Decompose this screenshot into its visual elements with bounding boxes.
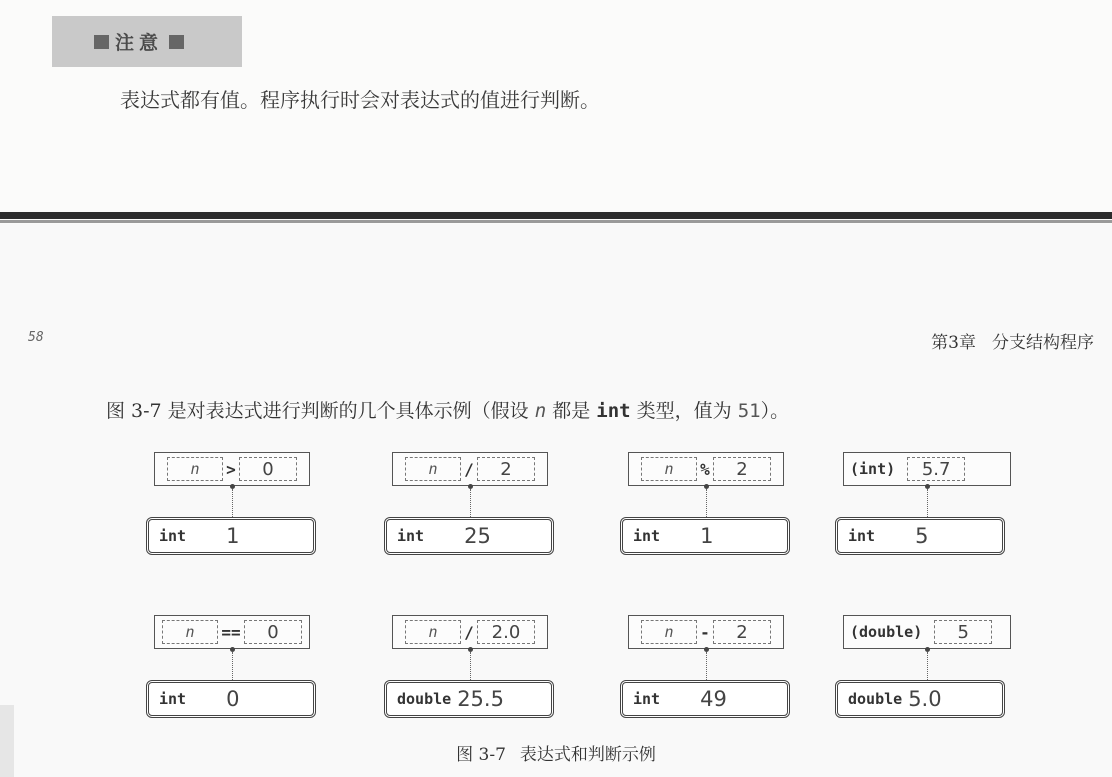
- result-value: 0: [226, 687, 240, 711]
- connector-line: [470, 489, 471, 517]
- result-box: [835, 517, 1005, 555]
- connector-line: [927, 652, 928, 680]
- expression-box: [628, 452, 784, 486]
- result-value: 1: [700, 524, 714, 548]
- chapter-number: 第3章: [931, 333, 976, 353]
- result-value: 1: [226, 524, 240, 548]
- right-operand-box: 0: [239, 457, 297, 481]
- result-value: 25.5: [457, 687, 504, 711]
- cast-operand-box: 5.7: [907, 457, 965, 481]
- expression-box: [154, 615, 310, 649]
- connector-line: [232, 489, 233, 517]
- operator: -: [700, 622, 710, 642]
- note-label: [52, 16, 242, 67]
- intro-text: ）。: [760, 400, 790, 422]
- expression-box: [392, 452, 548, 486]
- intro-text: 都是: [546, 400, 597, 422]
- result-type: int: [159, 527, 187, 545]
- result-type: int: [397, 527, 425, 545]
- right-operand-box: 2: [713, 620, 771, 644]
- result-type: int: [633, 690, 661, 708]
- caption-text: 表达式和判断示例: [519, 745, 656, 765]
- left-operand-box: n: [405, 457, 461, 481]
- square-bullet-icon: [94, 35, 109, 49]
- chapter-title: 分支结构程序: [992, 333, 1094, 353]
- left-operand-box: n: [167, 457, 223, 481]
- left-operand-box: n: [162, 620, 218, 644]
- result-box: [146, 680, 316, 718]
- cast-operand-box: 5: [934, 620, 992, 644]
- right-operand-box: 2.0: [477, 620, 535, 644]
- page-divider-shadow: [0, 220, 1112, 223]
- connector-line: [706, 489, 707, 517]
- result-type: double: [848, 690, 903, 708]
- running-header: [931, 328, 1094, 353]
- intro-variable: n: [534, 400, 547, 422]
- left-operand-box: n: [641, 620, 697, 644]
- expression-box: [843, 615, 1011, 649]
- connector-line: [927, 489, 928, 517]
- right-operand-box: 0: [244, 620, 302, 644]
- result-box: [146, 517, 316, 555]
- caption-label: 图 3-7: [456, 745, 506, 765]
- result-type: int: [848, 527, 876, 545]
- result-type: double: [397, 690, 452, 708]
- right-operand-box: 2: [713, 457, 771, 481]
- operator: /: [464, 459, 474, 479]
- expression-box: [843, 452, 1011, 486]
- cast-operator: (double): [850, 623, 923, 641]
- result-type: int: [633, 527, 661, 545]
- result-value: 5: [915, 524, 929, 548]
- result-box: [835, 680, 1005, 718]
- operator: ==: [221, 622, 241, 642]
- connector-line: [470, 652, 471, 680]
- page-divider: [0, 212, 1112, 219]
- result-box: [384, 680, 554, 718]
- page-number: 58: [28, 330, 44, 345]
- expression-box: [392, 615, 548, 649]
- result-value: 5.0: [908, 687, 942, 711]
- result-box: [620, 680, 790, 718]
- expression-box: [154, 452, 310, 486]
- expression-box: [628, 615, 784, 649]
- result-value: 49: [700, 687, 727, 711]
- note-title: 注意: [115, 32, 164, 54]
- result-box: [384, 517, 554, 555]
- operator: /: [464, 622, 474, 642]
- right-operand-box: 2: [477, 457, 535, 481]
- intro-value: 51: [737, 400, 761, 422]
- connector-line: [232, 652, 233, 680]
- cast-operator: (int): [850, 460, 896, 478]
- result-box: [620, 517, 790, 555]
- connector-line: [706, 652, 707, 680]
- intro-type: int: [596, 400, 631, 422]
- intro-text: 图 3-7 是对表达式进行判断的几个具体示例（假设: [106, 400, 535, 422]
- left-operand-box: n: [641, 457, 697, 481]
- operator: >: [226, 459, 236, 479]
- result-value: 25: [464, 524, 491, 548]
- operator: %: [700, 459, 710, 479]
- square-bullet-icon: [169, 35, 184, 49]
- figure-caption: [0, 740, 1112, 765]
- left-operand-box: n: [405, 620, 461, 644]
- intro-paragraph: [106, 396, 789, 423]
- intro-text: 类型，值为: [630, 400, 738, 422]
- note-text: 表达式都有值。程序执行时会对表达式的值进行判断。: [120, 88, 600, 112]
- result-type: int: [159, 690, 187, 708]
